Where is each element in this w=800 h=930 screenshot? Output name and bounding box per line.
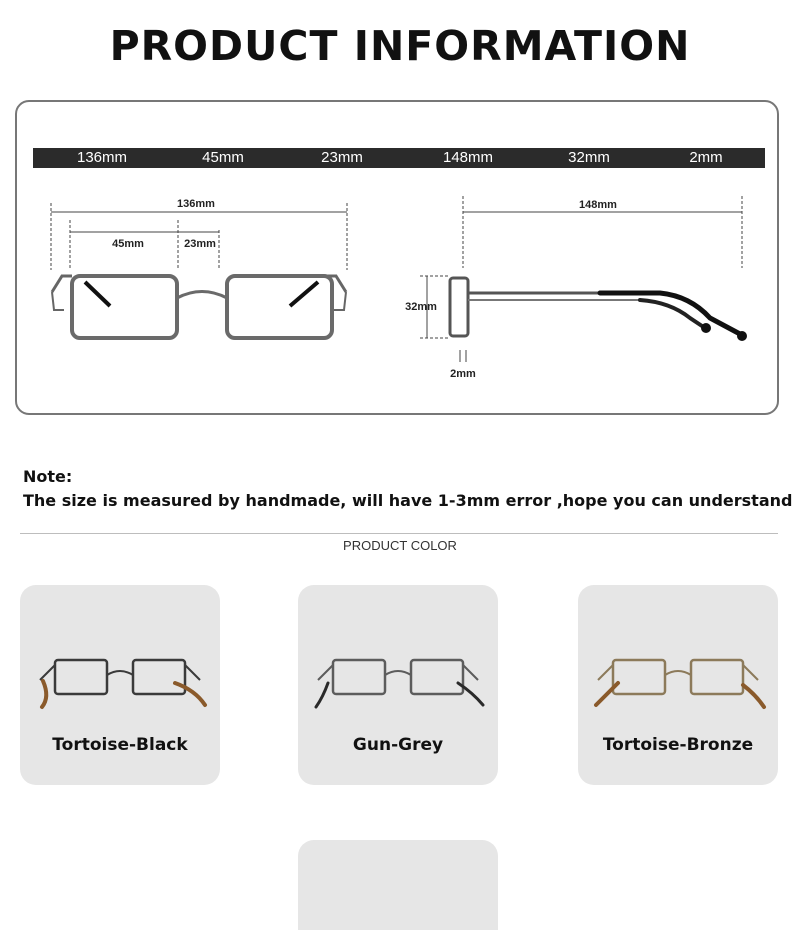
front-bridge-width-label: 23mm [184,238,216,250]
dimension-temple-length: 148mm [442,149,494,166]
front-dimension-guides [51,203,347,270]
front-lens-width-label: 45mm [112,238,144,250]
side-lens-height-label: 32mm [405,301,437,313]
color-option-label: Gun-Grey [352,735,444,755]
dimension-total-width: 136mm [76,149,128,166]
section-divider [20,533,778,534]
front-total-width-label: 136mm [177,198,215,210]
product-color-heading: PRODUCT COLOR [343,538,457,553]
glasses-icon [20,645,220,715]
color-option-tortoise-black[interactable] [20,585,220,785]
note-label: Note: [23,467,73,486]
side-view-glasses-icon [450,278,747,341]
glasses-dimension-diagram [0,0,800,430]
side-hinge-gap-label: 2mm [450,368,476,380]
note-text: The size is measured by handmade, will have 1-3mm error ,hope you can understand [23,491,793,510]
dimension-hinge-gap: 2mm [689,149,723,166]
glasses-icon [578,645,778,715]
front-view-glasses-icon [52,276,346,338]
glasses-icon [298,645,498,715]
color-option-gun-grey[interactable] [298,585,498,785]
dimension-lens-height: 32mm [568,149,610,166]
page-title: PRODUCT INFORMATION [109,22,691,70]
color-option-label: Tortoise-Black [52,735,188,755]
dimension-bridge-width: 23mm [321,149,363,166]
side-temple-length-label: 148mm [579,199,617,211]
color-option-card-partial[interactable] [298,840,498,930]
dimension-lens-width: 45mm [202,149,244,166]
color-option-tortoise-bronze[interactable] [578,585,778,785]
color-option-label: Tortoise-Bronze [602,735,754,755]
